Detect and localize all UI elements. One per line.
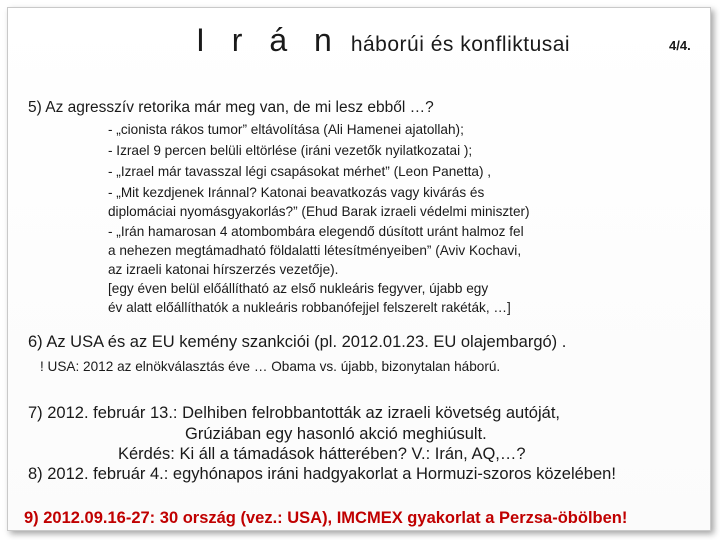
section-7-line-2: Grúziában egy hasonló akció meghiúsult. (185, 425, 487, 443)
section-7-question: Kérdés: Ki áll a támadások hátterében? V.: Irán, AQ,…? (118, 445, 526, 463)
slide-title (196, 22, 570, 59)
title-subtitle: háborúi és konfliktusai (350, 33, 571, 56)
section-5-line: diplomáciai nyomásgyakorlás?” (Ehud Barak izraeli védelmi miniszter) (108, 204, 530, 219)
section-6-note: ! USA: 2012 az elnökválasztás éve … Obama vs. újabb, bizonytalan háború. (40, 359, 501, 374)
section-9-highlight: 9) 2012.09.16-27: 30 ország (vez.: USA), IMCMEX gyakorlat a Perzsa-öbölben! (24, 509, 628, 527)
section-7-line-1: 7) 2012. február 13.: Delhiben felrobbantották az izraeli követség autóját, (28, 404, 560, 422)
section-5-line: év alatt előállíthatók a nukleáris robbanófejjel felszerelt rakéták, …] (108, 300, 511, 315)
section-5-line: - „Irán hamarosan 4 atombombára elegendő dúsított uránt halmoz fel (108, 224, 524, 239)
section-5-line: - Izrael 9 percen belüli eltörlése (iráni vezetők nyilatkozatai ); (108, 143, 473, 158)
page-number: 4/4. (669, 38, 691, 53)
section-6-heading: 6) Az USA és az EU kemény szankciói (pl. 2012.01.23. EU olajembargó) . (28, 333, 567, 351)
section-5-line: [egy éven belül előállítható az első nukleáris fegyver, újabb egy (108, 281, 489, 296)
section-5-line: - „Izrael már tavasszal légi csapásokat mérhet” (Leon Panetta) , (108, 164, 492, 179)
section-5-line: - „cionista rákos tumor” eltávolítása (Ali Hamenei ajatollah); (108, 122, 464, 137)
section-5-line: az izraeli katonai hírszerzés vezetője). (108, 262, 339, 277)
title-main: I r á n (196, 22, 341, 58)
section-5-heading: 5) Az agresszív retorika már meg van, de mi lesz ebből …? (28, 99, 434, 116)
section-5-line: - „Mit kezdjenek Iránnal? Katonai beavatkozás vagy kivárás és (108, 185, 485, 200)
section-8-line: 8) 2012. február 4.: egyhónapos iráni hadgyakorlat a Hormuzi-szoros közelében! (28, 465, 616, 483)
section-5-line: a nehezen megtámadható földalatti létesítményeiben” (Aviv Kochavi, (108, 243, 522, 258)
